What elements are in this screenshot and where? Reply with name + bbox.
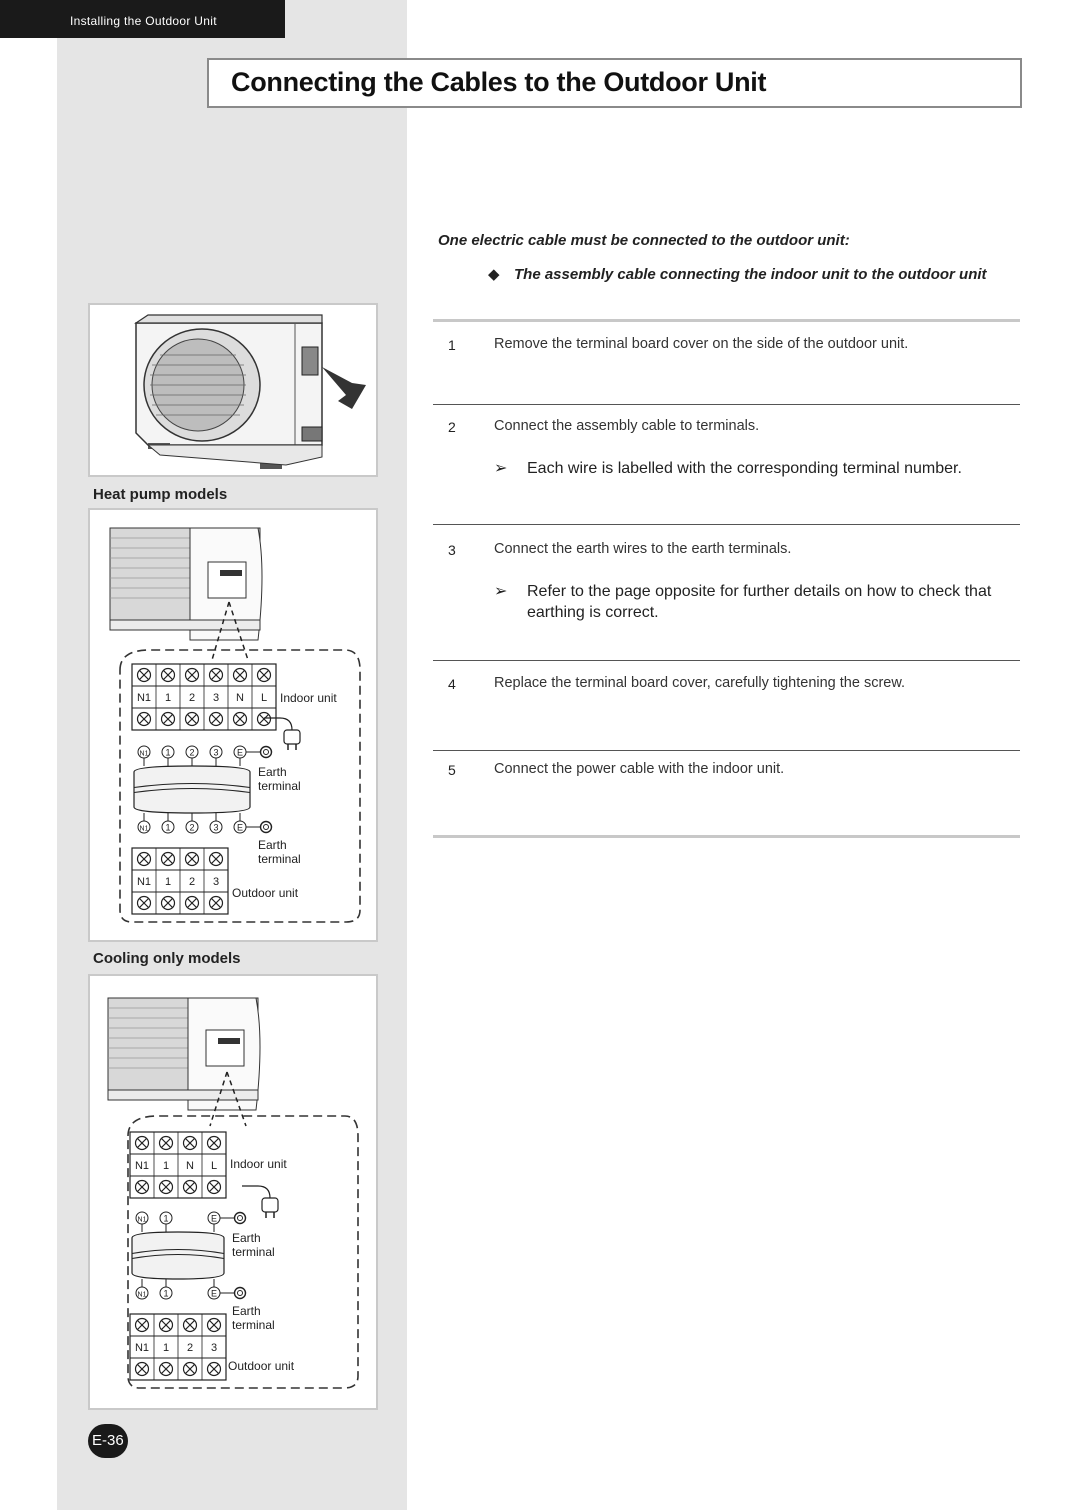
step-text: Replace the terminal board cover, carefully tightening the screw. [494, 675, 906, 691]
step-number: 4 [448, 676, 456, 692]
terminal-label: 1 [164, 876, 172, 888]
earth-terminal-label: terminal [258, 779, 301, 793]
terminal-label: 1 [162, 1342, 170, 1354]
terminal-label: L [210, 1160, 218, 1172]
terminal-label: 2 [188, 692, 196, 704]
wire-marker-label: 2 [189, 747, 195, 758]
terminal-label: 3 [212, 692, 220, 704]
arrow-bullet-icon: ➢ [494, 583, 508, 600]
step-text: Remove the terminal board cover on the side of the outdoor unit. [494, 336, 909, 352]
heat-pump-wiring-panel [88, 508, 378, 942]
section-tab-label: Installing the Outdoor Unit [70, 14, 217, 28]
wire-marker-label: 1 [165, 747, 171, 758]
wire-marker-label: 1 [163, 1213, 169, 1224]
step-number: 3 [448, 542, 456, 558]
step-number: 2 [448, 419, 456, 435]
step-note [494, 458, 1014, 479]
steps-top-rule [433, 319, 1020, 322]
terminal-label: 1 [164, 692, 172, 704]
step-number: 5 [448, 762, 456, 778]
terminal-label: N1 [136, 692, 152, 704]
page-number-badge [88, 1424, 128, 1458]
terminal-label: N1 [134, 1342, 150, 1354]
step-text: Connect the earth wires to the earth terminals. [494, 541, 792, 557]
section-tab [0, 0, 285, 38]
step-text: Connect the assembly cable to terminals. [494, 418, 760, 434]
step-note-text: Each wire is labelled with the corresponding terminal number. [527, 460, 962, 477]
terminal-label: 2 [188, 876, 196, 888]
indoor-unit-drawing [110, 528, 262, 640]
wire-marker-label: N1 [137, 1216, 147, 1224]
intro-bullet-text: The assembly cable connecting the indoor unit to the outdoor unit [514, 266, 987, 283]
step-number: 1 [448, 337, 456, 353]
indoor-terminal-block [132, 664, 337, 750]
step-divider [433, 660, 1020, 661]
wire-marker-label: E [210, 1288, 218, 1299]
cable-sheath [134, 766, 250, 813]
power-plug-icon [284, 730, 300, 744]
cable-sheath [132, 1232, 224, 1279]
terminal-label: N1 [134, 1160, 150, 1172]
outdoor-unit-illustration-panel [88, 303, 378, 477]
intro-bullet [488, 265, 987, 283]
wire-marker-label: N1 [139, 825, 149, 833]
terminal-label: N [186, 1160, 194, 1172]
diamond-bullet-icon: ◆ [488, 266, 500, 283]
step-divider [433, 404, 1020, 405]
indoor-unit-label: Indoor unit [230, 1157, 287, 1171]
cooling-only-wiring-panel [88, 974, 378, 1410]
arrow-bullet-icon: ➢ [494, 460, 508, 477]
terminal-label: 2 [186, 1342, 194, 1354]
step-divider [433, 750, 1020, 751]
earth-terminal-label: Earth [258, 838, 287, 852]
outdoor-unit-label: Outdoor unit [232, 886, 299, 900]
wire-marker-label: 1 [163, 1288, 169, 1299]
earth-terminal-label: Earth [232, 1304, 261, 1318]
title-box [207, 58, 1022, 108]
earth-terminal-label: terminal [258, 852, 301, 866]
step-note [494, 581, 1014, 623]
cooling-only-wiring-diagram [90, 976, 376, 1408]
page-number: E-36 [92, 1432, 124, 1449]
terminal-label: 3 [210, 1342, 218, 1354]
intro-heading: One electric cable must be connected to the outdoor unit: [438, 232, 850, 249]
steps-bottom-rule [433, 835, 1020, 838]
terminal-label: N1 [136, 876, 152, 888]
heat-pump-wiring-diagram [90, 510, 376, 940]
outdoor-unit-illustration [90, 305, 376, 475]
indoor-unit-drawing [108, 998, 260, 1110]
earth-terminal-label: Earth [232, 1231, 261, 1245]
wire-marker-label: 3 [213, 747, 219, 758]
wire-marker-label: E [236, 822, 244, 833]
terminal-label: N [236, 692, 244, 704]
earth-terminal-label: Earth [258, 765, 287, 779]
terminal-label: 1 [162, 1160, 170, 1172]
indoor-terminal-block [130, 1132, 287, 1218]
page-title: Connecting the Cables to the Outdoor Unit [231, 67, 767, 97]
cooling-only-models-label: Cooling only models [93, 950, 241, 967]
earth-terminal-label: terminal [232, 1318, 275, 1332]
wire-marker-label: E [210, 1213, 218, 1224]
indoor-unit-label: Indoor unit [280, 691, 337, 705]
wire-marker-label: 1 [165, 822, 171, 833]
power-plug-icon [262, 1198, 278, 1212]
terminal-label: L [260, 692, 268, 704]
step-text: Connect the power cable with the indoor unit. [494, 761, 785, 777]
heat-pump-models-label: Heat pump models [93, 486, 228, 503]
step-note-text: Refer to the page opposite for further details on how to check that earthing is correct. [527, 583, 992, 621]
earth-terminal-label: terminal [232, 1245, 275, 1259]
wire-marker-label: 3 [213, 822, 219, 833]
wire-marker-label: N1 [137, 1291, 147, 1299]
power-cord [242, 1186, 270, 1198]
wire-marker-label: E [236, 747, 244, 758]
wire-marker-label: N1 [139, 750, 149, 758]
terminal-label: 3 [212, 876, 220, 888]
wire-marker-label: 2 [189, 822, 195, 833]
step-divider [433, 524, 1020, 525]
outdoor-unit-label: Outdoor unit [228, 1359, 295, 1373]
